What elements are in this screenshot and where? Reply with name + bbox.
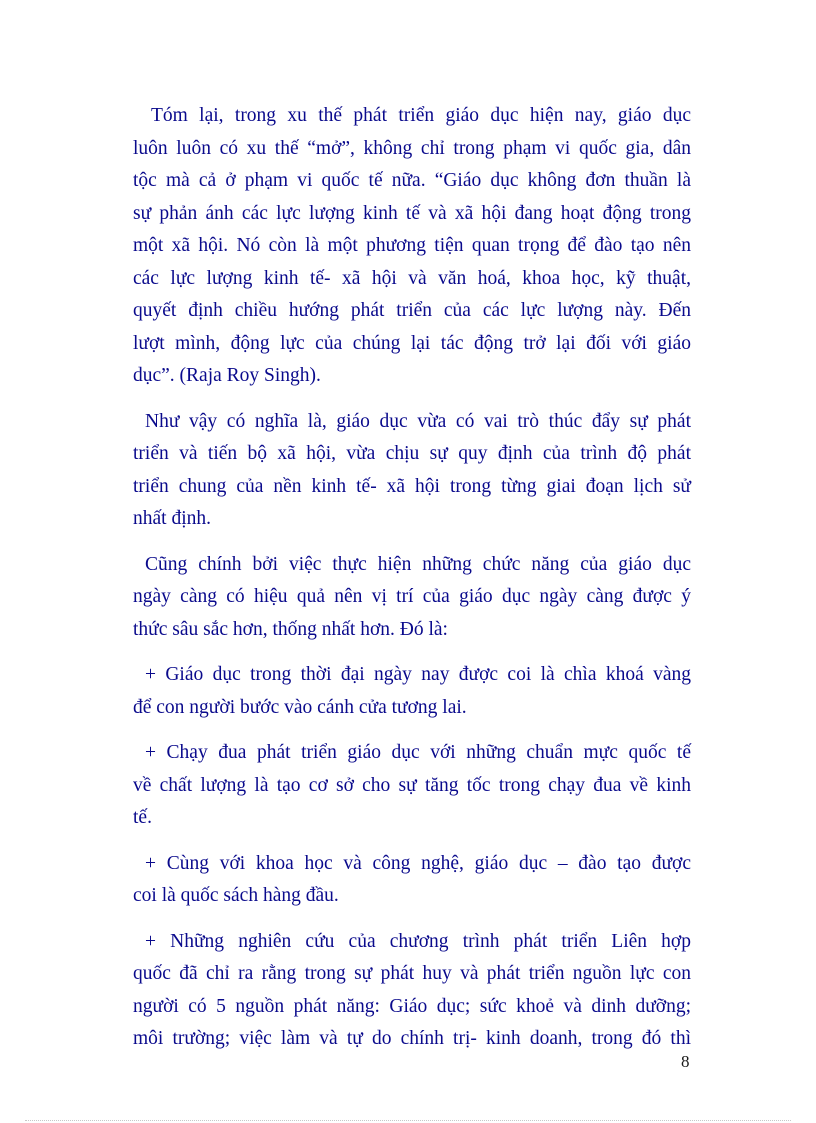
text-line: ngày càng có hiệu quả nên vị trí của giáo dục ngày càng được ý bbox=[133, 586, 691, 607]
text-line: + Những nghiên cứu của chương trình phát triển Liên hợp bbox=[145, 930, 691, 952]
text-line: về chất lượng là tạo cơ sở cho sự tăng tốc trong chạy đua về kinh bbox=[133, 774, 691, 796]
paragraph bbox=[133, 659, 691, 724]
page-number: 8 bbox=[681, 1052, 690, 1071]
text-line: dục”. (Raja Roy Singh). bbox=[133, 365, 321, 386]
paragraph bbox=[133, 848, 691, 913]
text-line: Tóm lại, trong xu thế phát triển giáo dục hiện nay, giáo dục bbox=[151, 105, 691, 126]
text-line: + Cùng với khoa học và công nghệ, giáo dục – đào tạo được bbox=[145, 852, 691, 874]
text-line: tế. bbox=[133, 807, 152, 828]
text-line: thức sâu sắc hơn, thống nhất hơn. Đó là: bbox=[133, 618, 448, 640]
text-line: nhất định. bbox=[133, 508, 211, 529]
text-line: lượt mình, động lực của chúng lại tác động trở lại đối với giáo bbox=[133, 332, 691, 354]
paragraph bbox=[133, 100, 691, 393]
body-text bbox=[133, 100, 691, 1069]
text-line: tộc mà cả ở phạm vi quốc tế nữa. “Giáo dục không đơn thuần là bbox=[133, 170, 691, 191]
text-line: + Chạy đua phát triển giáo dục với những chuẩn mực quốc tế bbox=[145, 742, 691, 763]
text-line: môi trường; việc làm và tự do chính trị- kinh doanh, trong đó thì bbox=[133, 1028, 691, 1049]
text-line: một xã hội. Nó còn là một phương tiện quan trọng để đào tạo nên bbox=[133, 235, 691, 256]
text-line: để con người bước vào cánh cửa tương lai. bbox=[133, 696, 467, 718]
text-line: sự phản ánh các lực lượng kinh tế và xã hội đang hoạt động trong bbox=[133, 202, 691, 224]
text-line: quyết định chiều hướng phát triển của các lực lượng này. Đến bbox=[133, 300, 691, 321]
text-line: + Giáo dục trong thời đại ngày nay được coi là chìa khoá vàng bbox=[145, 664, 691, 685]
text-line: các lực lượng kinh tế- xã hội và văn hoá, khoa học, kỹ thuật, bbox=[133, 267, 691, 289]
text-line: triển và tiến bộ xã hội, vừa chịu sự quy định của trình độ phát bbox=[133, 443, 691, 464]
text-line: Như vậy có nghĩa là, giáo dục vừa có vai trò thúc đẩy sự phát bbox=[145, 410, 691, 432]
text-line: triển chung của nền kinh tế- xã hội trong từng giai đoạn lịch sử bbox=[133, 475, 691, 497]
text-line: người có 5 nguồn phát năng: Giáo dục; sức khoẻ và dinh dưỡng; bbox=[133, 995, 691, 1017]
text-line: quốc đã chỉ ra rằng trong sự phát huy và phát triển nguồn lực con bbox=[133, 963, 691, 984]
paragraph bbox=[133, 737, 691, 835]
footer-divider bbox=[25, 1120, 791, 1121]
paragraph bbox=[133, 926, 691, 1056]
paragraph bbox=[133, 406, 691, 536]
text-line: Cũng chính bởi việc thực hiện những chức năng của giáo dục bbox=[145, 553, 691, 575]
text-line: coi là quốc sách hàng đầu. bbox=[133, 885, 339, 906]
text-line: luôn luôn có xu thế “mở”, không chỉ trong phạm vi quốc gia, dân bbox=[133, 137, 691, 159]
paragraph bbox=[133, 549, 691, 647]
